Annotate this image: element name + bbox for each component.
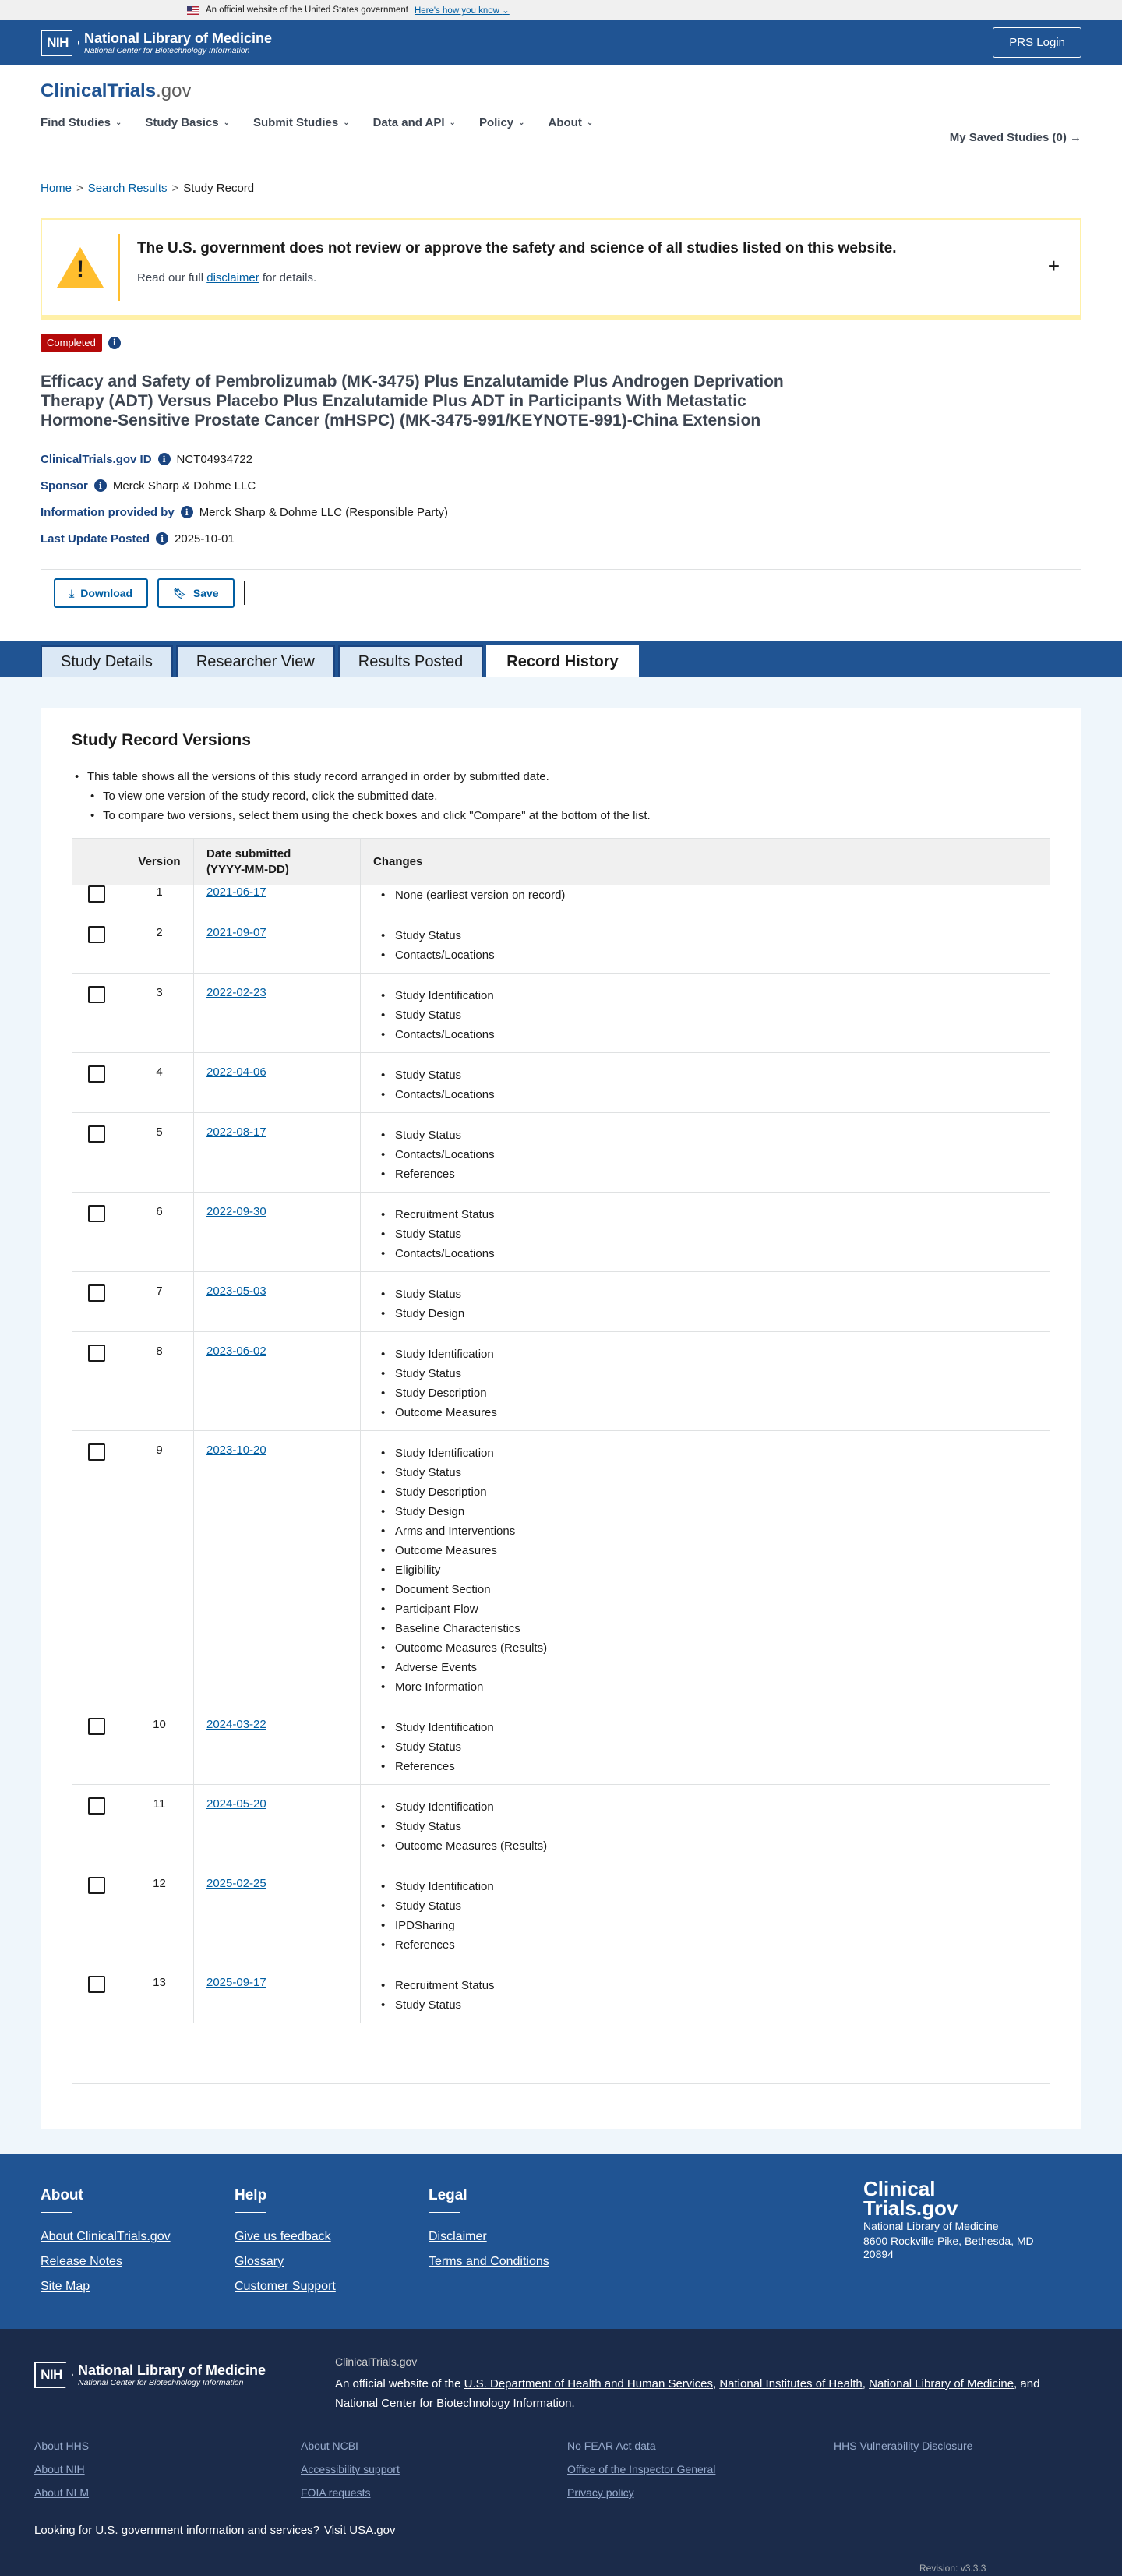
version-checkbox[interactable] bbox=[88, 885, 105, 903]
footer-link[interactable]: HHS Vulnerability Disclosure bbox=[834, 2440, 973, 2452]
version-checkbox[interactable] bbox=[88, 1125, 105, 1143]
version-checkbox[interactable] bbox=[88, 1718, 105, 1735]
change-item: • Study Status bbox=[381, 1817, 1037, 1836]
footer-link[interactable]: No FEAR Act data bbox=[567, 2440, 656, 2452]
change-item: • Study Status bbox=[381, 1995, 1037, 2015]
select-cell bbox=[72, 974, 125, 1053]
version-number: 1 bbox=[125, 885, 194, 913]
breadcrumb-current: Study Record bbox=[183, 182, 255, 195]
version-date-link[interactable]: 2024-05-20 bbox=[206, 1797, 266, 1811]
tab-record-history[interactable]: Record History bbox=[486, 645, 638, 677]
changes-cell bbox=[361, 1113, 1050, 1193]
bookmark-icon: 🔖︎ bbox=[173, 586, 187, 599]
table-row bbox=[72, 974, 1050, 1053]
change-item: • Participant Flow bbox=[381, 1599, 1037, 1619]
nav-study-basics[interactable]: Study Basics ⌄ bbox=[145, 116, 230, 129]
info-provided-value: Merck Sharp & Dohme LLC (Responsible Party) bbox=[199, 505, 448, 519]
info-icon[interactable]: i bbox=[94, 479, 107, 492]
footer-link[interactable]: Privacy policy bbox=[567, 2486, 634, 2499]
version-checkbox[interactable] bbox=[88, 1877, 105, 1894]
version-checkbox[interactable] bbox=[88, 986, 105, 1003]
version-date-link[interactable]: 2021-09-07 bbox=[206, 926, 266, 939]
breadcrumb bbox=[0, 164, 1122, 195]
change-item: • Study Identification bbox=[381, 1877, 1037, 1896]
version-number: 3 bbox=[125, 974, 194, 1053]
date-cell bbox=[194, 1193, 361, 1272]
table-row bbox=[72, 1705, 1050, 1785]
select-cell bbox=[72, 1864, 125, 1963]
footer-link[interactable]: About NLM bbox=[34, 2486, 90, 2499]
chevron-down-icon: ⌄ bbox=[115, 118, 122, 127]
select-cell bbox=[72, 1053, 125, 1113]
study-tabs bbox=[0, 641, 1122, 677]
table-footer bbox=[72, 2023, 1050, 2084]
main-nav bbox=[41, 116, 1081, 129]
change-item: • More Information bbox=[381, 1677, 1037, 1697]
study-actions bbox=[41, 569, 1081, 617]
version-checkbox[interactable] bbox=[88, 1345, 105, 1362]
select-cell bbox=[72, 1785, 125, 1864]
nlm-header bbox=[0, 20, 1122, 65]
version-date-link[interactable]: 2025-09-17 bbox=[206, 1976, 266, 1989]
version-number: 9 bbox=[125, 1431, 194, 1705]
nih-logo-icon: NIH bbox=[41, 30, 79, 56]
version-date-link[interactable]: 2023-05-03 bbox=[206, 1284, 266, 1298]
footer-logo bbox=[863, 2179, 1066, 2261]
usa-gov-line: Looking for U.S. government information and services? Visit USA.gov bbox=[34, 2524, 396, 2537]
footer-address-1: National Library of Medicine bbox=[863, 2220, 999, 2232]
footer-link[interactable]: Customer Support bbox=[235, 2280, 336, 2293]
id-value: NCT04934722 bbox=[176, 452, 253, 466]
version-date-link[interactable]: 2021-06-17 bbox=[206, 885, 266, 899]
change-item: • Study Description bbox=[381, 1482, 1037, 1502]
footer-link[interactable]: Give us feedback bbox=[235, 2230, 331, 2243]
footer-bottom-links bbox=[34, 2440, 1067, 2499]
version-number: 13 bbox=[125, 1963, 194, 2023]
info-icon[interactable]: i bbox=[158, 453, 171, 465]
revision-text: Revision: v3.3.3 bbox=[919, 2563, 986, 2574]
changes-cell bbox=[361, 913, 1050, 974]
change-item: • Baseline Characteristics bbox=[381, 1619, 1037, 1638]
breadcrumb-home[interactable]: Home bbox=[41, 182, 72, 195]
date-column-header: Date submitted (YYYY-MM-DD) bbox=[194, 839, 361, 885]
study-meta bbox=[41, 452, 1081, 546]
changes-cell bbox=[361, 1705, 1050, 1785]
change-item: • Contacts/Locations bbox=[381, 1025, 1037, 1044]
info-provided-label: Information provided by bbox=[41, 505, 175, 519]
footer-help bbox=[235, 2187, 429, 2296]
changes-cell bbox=[361, 1332, 1050, 1431]
change-item: • Study Identification bbox=[381, 986, 1037, 1005]
status-row bbox=[41, 334, 1081, 352]
date-cell bbox=[194, 974, 361, 1053]
official-site-statement: ClinicalTrials.gov An official website of the U.S. Department of Health and Human Services, National Institutes of Health, National Library of Medicine, and National Center for Biotechnology Information. bbox=[335, 2355, 1040, 2410]
chevron-down-icon: ⌄ bbox=[343, 118, 350, 127]
change-item: • Outcome Measures (Results) bbox=[381, 1836, 1037, 1856]
version-date-link[interactable]: 2022-02-23 bbox=[206, 986, 266, 999]
record-history-section bbox=[0, 677, 1122, 2154]
download-button[interactable]: ⤓ Download bbox=[54, 578, 148, 608]
instruction-item: • To compare two versions, select them using the check boxes and click "Compare" at the bottom of the list. bbox=[72, 809, 1050, 822]
instructions-list bbox=[72, 770, 1050, 822]
select-cell bbox=[72, 913, 125, 974]
changes-cell bbox=[361, 885, 1050, 913]
version-column-header: Version bbox=[125, 839, 194, 885]
warning-icon: ! bbox=[57, 247, 104, 288]
id-label: ClinicalTrials.gov ID bbox=[41, 452, 152, 466]
date-cell bbox=[194, 1963, 361, 2023]
version-number: 12 bbox=[125, 1864, 194, 1963]
change-item: • Study Status bbox=[381, 1284, 1037, 1304]
table-row bbox=[72, 1785, 1050, 1864]
changes-cell bbox=[361, 974, 1050, 1053]
divider bbox=[244, 581, 245, 605]
change-item: • Contacts/Locations bbox=[381, 1085, 1037, 1104]
nlm-title: National Library of Medicine bbox=[84, 30, 273, 46]
chevron-down-icon: ⌄ bbox=[449, 118, 456, 127]
select-cell bbox=[72, 1705, 125, 1785]
date-cell bbox=[194, 1864, 361, 1963]
section-title: Study Record Versions bbox=[72, 731, 251, 749]
change-item: • Adverse Events bbox=[381, 1658, 1037, 1677]
version-checkbox[interactable] bbox=[88, 1797, 105, 1815]
select-cell bbox=[72, 1113, 125, 1193]
select-cell bbox=[72, 1193, 125, 1272]
date-cell bbox=[194, 1113, 361, 1193]
change-item: • Eligibility bbox=[381, 1560, 1037, 1580]
select-cell bbox=[72, 1272, 125, 1332]
footer-link[interactable]: About NIH bbox=[34, 2463, 85, 2475]
chevron-down-icon: ⌄ bbox=[586, 118, 594, 127]
version-number: 7 bbox=[125, 1272, 194, 1332]
footer-link[interactable]: Office of the Inspector General bbox=[567, 2463, 716, 2475]
change-item: • Study Status bbox=[381, 1737, 1037, 1757]
change-item: • Study Status bbox=[381, 1065, 1037, 1085]
disclaimer-alert bbox=[41, 218, 1081, 320]
nlm-footer bbox=[0, 2329, 1122, 2576]
footer-link[interactable]: Terms and Conditions bbox=[429, 2255, 549, 2268]
nav-data-and-api[interactable]: Data and API ⌄ bbox=[372, 116, 456, 129]
change-item: • Arms and Interventions bbox=[381, 1521, 1037, 1541]
instruction-item: • To view one version of the study record, click the submitted date. bbox=[72, 790, 1050, 803]
footer-link[interactable]: About NCBI bbox=[301, 2440, 358, 2452]
date-cell bbox=[194, 913, 361, 974]
table-row bbox=[72, 1332, 1050, 1431]
version-number: 4 bbox=[125, 1053, 194, 1113]
select-column-header bbox=[72, 839, 125, 885]
change-item: • IPDSharing bbox=[381, 1916, 1037, 1935]
change-item: • Study Status bbox=[381, 1005, 1037, 1025]
nlm-footer-logo[interactable]: NIH National Library of Medicine National Center for Biotechnology Information bbox=[34, 2362, 266, 2388]
version-number: 6 bbox=[125, 1193, 194, 1272]
table-row bbox=[72, 913, 1050, 974]
chevron-down-icon: ⌄ bbox=[518, 118, 525, 127]
change-item: • Study Status bbox=[381, 1125, 1037, 1145]
expand-alert-icon[interactable]: + bbox=[1047, 254, 1060, 277]
footer-link[interactable]: Disclaimer bbox=[429, 2230, 487, 2243]
nlm-link[interactable]: National Library of Medicine bbox=[869, 2377, 1014, 2390]
hhs-link[interactable]: U.S. Department of Health and Human Services bbox=[464, 2377, 713, 2390]
version-number: 2 bbox=[125, 913, 194, 974]
change-item: • Contacts/Locations bbox=[381, 1145, 1037, 1164]
change-item: • Study Status bbox=[381, 1364, 1037, 1383]
breadcrumb-separator: > bbox=[76, 182, 83, 195]
nih-link[interactable]: National Institutes of Health bbox=[719, 2377, 863, 2390]
change-item: • Study Status bbox=[381, 1896, 1037, 1916]
last-update-label: Last Update Posted bbox=[41, 532, 150, 546]
change-item: • Study Status bbox=[381, 1463, 1037, 1482]
nav-find-studies[interactable]: Find Studies ⌄ bbox=[41, 116, 122, 129]
version-checkbox[interactable] bbox=[88, 1443, 105, 1461]
change-item: • Outcome Measures bbox=[381, 1403, 1037, 1422]
footer-link[interactable]: FOIA requests bbox=[301, 2486, 371, 2499]
save-button[interactable]: 🔖︎ Save bbox=[157, 578, 234, 608]
footer-legal bbox=[429, 2187, 623, 2296]
table-row bbox=[72, 1963, 1050, 2023]
date-cell bbox=[194, 1272, 361, 1332]
version-number: 11 bbox=[125, 1785, 194, 1864]
footer-logo-text: Clinical Trials.gov bbox=[863, 2177, 958, 2220]
change-item: • Study Identification bbox=[381, 1718, 1037, 1737]
version-number: 5 bbox=[125, 1113, 194, 1193]
change-item: • References bbox=[381, 1935, 1037, 1955]
footer-link[interactable]: Glossary bbox=[235, 2255, 284, 2268]
table-row bbox=[72, 1113, 1050, 1193]
date-cell bbox=[194, 1705, 361, 1785]
version-date-link[interactable]: 2022-08-17 bbox=[206, 1125, 266, 1139]
footer-address-2: 8600 Rockville Pike, Bethesda, MD 20894 bbox=[863, 2235, 1034, 2260]
tab-study-details[interactable]: Study Details bbox=[41, 645, 173, 677]
changes-column-header: Changes bbox=[361, 839, 1050, 885]
nlm-logo[interactable] bbox=[41, 30, 272, 56]
change-item: • References bbox=[381, 1757, 1037, 1776]
version-checkbox[interactable] bbox=[88, 1976, 105, 1993]
version-date-link[interactable]: 2023-10-20 bbox=[206, 1443, 266, 1457]
change-item: • Study Description bbox=[381, 1383, 1037, 1403]
footer-link[interactable]: Site Map bbox=[41, 2280, 90, 2293]
nih-logo-icon: NIH bbox=[34, 2362, 73, 2388]
us-flag-icon bbox=[187, 6, 199, 15]
change-item: • Outcome Measures (Results) bbox=[381, 1638, 1037, 1658]
download-icon: ⤓ bbox=[69, 586, 75, 599]
change-item: • Document Section bbox=[381, 1580, 1037, 1599]
date-cell bbox=[194, 885, 361, 913]
change-item: • Contacts/Locations bbox=[381, 945, 1037, 965]
version-number: 8 bbox=[125, 1332, 194, 1431]
nlm-subtitle: National Center for Biotechnology Information bbox=[84, 45, 250, 55]
version-number: 10 bbox=[125, 1705, 194, 1785]
info-icon[interactable]: i bbox=[156, 532, 168, 545]
gov-banner bbox=[0, 0, 1122, 20]
change-item: • Recruitment Status bbox=[381, 1205, 1037, 1224]
tab-results-posted[interactable]: Results Posted bbox=[338, 645, 484, 677]
nav-submit-studies[interactable]: Submit Studies ⌄ bbox=[253, 116, 350, 129]
version-date-link[interactable]: 2024-03-22 bbox=[206, 1718, 266, 1731]
site-footer bbox=[0, 2154, 1122, 2329]
select-cell bbox=[72, 1332, 125, 1431]
change-item: • Study Design bbox=[381, 1304, 1037, 1323]
version-date-link[interactable]: 2022-04-06 bbox=[206, 1065, 266, 1079]
version-checkbox[interactable] bbox=[88, 1065, 105, 1083]
change-item: • Study Identification bbox=[381, 1443, 1037, 1463]
date-cell bbox=[194, 1053, 361, 1113]
footer-link[interactable]: Accessibility support bbox=[301, 2463, 400, 2475]
table-row bbox=[72, 1272, 1050, 1332]
gov-banner-text: An official website of the United States government bbox=[206, 5, 408, 15]
alert-title: The U.S. government does not review or approve the safety and science of all studies listed on this website. bbox=[137, 240, 897, 256]
status-badge: Completed bbox=[41, 334, 102, 352]
usa-gov-link[interactable]: Visit USA.gov bbox=[324, 2524, 396, 2537]
change-item: • Outcome Measures bbox=[381, 1541, 1037, 1560]
changes-cell bbox=[361, 1053, 1050, 1113]
arrow-right-icon: → bbox=[1070, 131, 1081, 144]
date-cell bbox=[194, 1332, 361, 1431]
change-item: • None (earliest version on record) bbox=[381, 885, 1037, 905]
breadcrumb-search-results[interactable]: Search Results bbox=[87, 182, 168, 195]
last-update-value: 2025-10-01 bbox=[175, 532, 235, 546]
prs-login-button[interactable]: PRS Login bbox=[993, 27, 1081, 58]
info-icon[interactable]: i bbox=[108, 337, 121, 349]
site-logo[interactable]: ClinicalTrials.gov bbox=[41, 80, 192, 101]
versions-table bbox=[72, 838, 1050, 2084]
change-item: • Contacts/Locations bbox=[381, 1244, 1037, 1263]
chevron-down-icon: ⌄ bbox=[502, 6, 510, 16]
footer-about bbox=[41, 2187, 235, 2296]
table-row bbox=[72, 1193, 1050, 1272]
version-date-link[interactable]: 2023-06-02 bbox=[206, 1345, 266, 1358]
date-cell bbox=[194, 1431, 361, 1705]
change-item: • Study Design bbox=[381, 1502, 1037, 1521]
info-icon[interactable]: i bbox=[181, 506, 193, 518]
footer-heading: About bbox=[41, 2187, 83, 2203]
disclaimer-link[interactable]: disclaimer bbox=[206, 271, 259, 284]
heres-how-you-know-link[interactable]: Here's how you know ⌄ bbox=[414, 6, 510, 16]
table-row bbox=[72, 1053, 1050, 1113]
footer-link[interactable]: About HHS bbox=[34, 2440, 90, 2452]
study-title: Efficacy and Safety of Pembrolizumab (MK-3475) Plus Enzalutamide Plus Androgen Deprivation Therapy (ADT) Versus Placebo Plus Enzalutamide Plus ADT in Participants With Metastatic Hormone-Sensitive Prostate Cancer (mHSPC) (MK-3475-991/KEYNOTE-991)-China Extension bbox=[41, 373, 784, 429]
footer-link[interactable]: About ClinicalTrials.gov bbox=[41, 2230, 171, 2243]
select-cell bbox=[72, 885, 125, 913]
version-checkbox[interactable] bbox=[88, 1205, 105, 1222]
footer-link[interactable]: Release Notes bbox=[41, 2255, 122, 2268]
table-row bbox=[72, 1864, 1050, 1963]
nav-about[interactable]: About ⌄ bbox=[548, 116, 594, 129]
select-cell bbox=[72, 1431, 125, 1705]
select-cell bbox=[72, 1963, 125, 2023]
change-item: • Study Status bbox=[381, 926, 1037, 945]
footer-heading: Help bbox=[235, 2187, 267, 2203]
date-cell bbox=[194, 1785, 361, 1864]
chevron-down-icon: ⌄ bbox=[223, 118, 230, 127]
version-checkbox[interactable] bbox=[88, 926, 105, 943]
changes-cell bbox=[361, 1193, 1050, 1272]
site-header bbox=[0, 65, 1122, 164]
change-item: • Study Identification bbox=[381, 1345, 1037, 1364]
ncbi-link[interactable]: National Center for Biotechnology Information bbox=[335, 2397, 572, 2410]
change-item: • Study Status bbox=[381, 1224, 1037, 1244]
changes-cell bbox=[361, 1963, 1050, 2023]
instruction-item: • This table shows all the versions of this study record arranged in order by submitted date. bbox=[72, 770, 1050, 783]
tab-researcher-view[interactable]: Researcher View bbox=[176, 645, 335, 677]
alert-text: Read our full disclaimer for details. bbox=[137, 271, 317, 284]
footer-heading: Legal bbox=[429, 2187, 468, 2203]
table-row bbox=[72, 1431, 1050, 1705]
change-item: • Recruitment Status bbox=[381, 1976, 1037, 1995]
changes-cell bbox=[361, 1785, 1050, 1864]
version-date-link[interactable]: 2025-02-25 bbox=[206, 1877, 266, 1890]
nav-policy[interactable]: Policy ⌄ bbox=[478, 116, 525, 129]
changes-cell bbox=[361, 1864, 1050, 1963]
changes-cell bbox=[361, 1272, 1050, 1332]
breadcrumb-separator: > bbox=[171, 182, 179, 195]
my-saved-studies-link[interactable]: My Saved Studies (0) → bbox=[949, 131, 1081, 144]
sponsor-value: Merck Sharp & Dohme LLC bbox=[112, 479, 256, 493]
sponsor-label: Sponsor bbox=[41, 479, 88, 493]
changes-cell bbox=[361, 1431, 1050, 1705]
table-row bbox=[72, 885, 1050, 913]
change-item: • Study Identification bbox=[381, 1797, 1037, 1817]
version-date-link[interactable]: 2022-09-30 bbox=[206, 1205, 266, 1218]
change-item: • References bbox=[381, 1164, 1037, 1184]
version-checkbox[interactable] bbox=[88, 1284, 105, 1302]
versions-panel bbox=[41, 708, 1081, 2129]
